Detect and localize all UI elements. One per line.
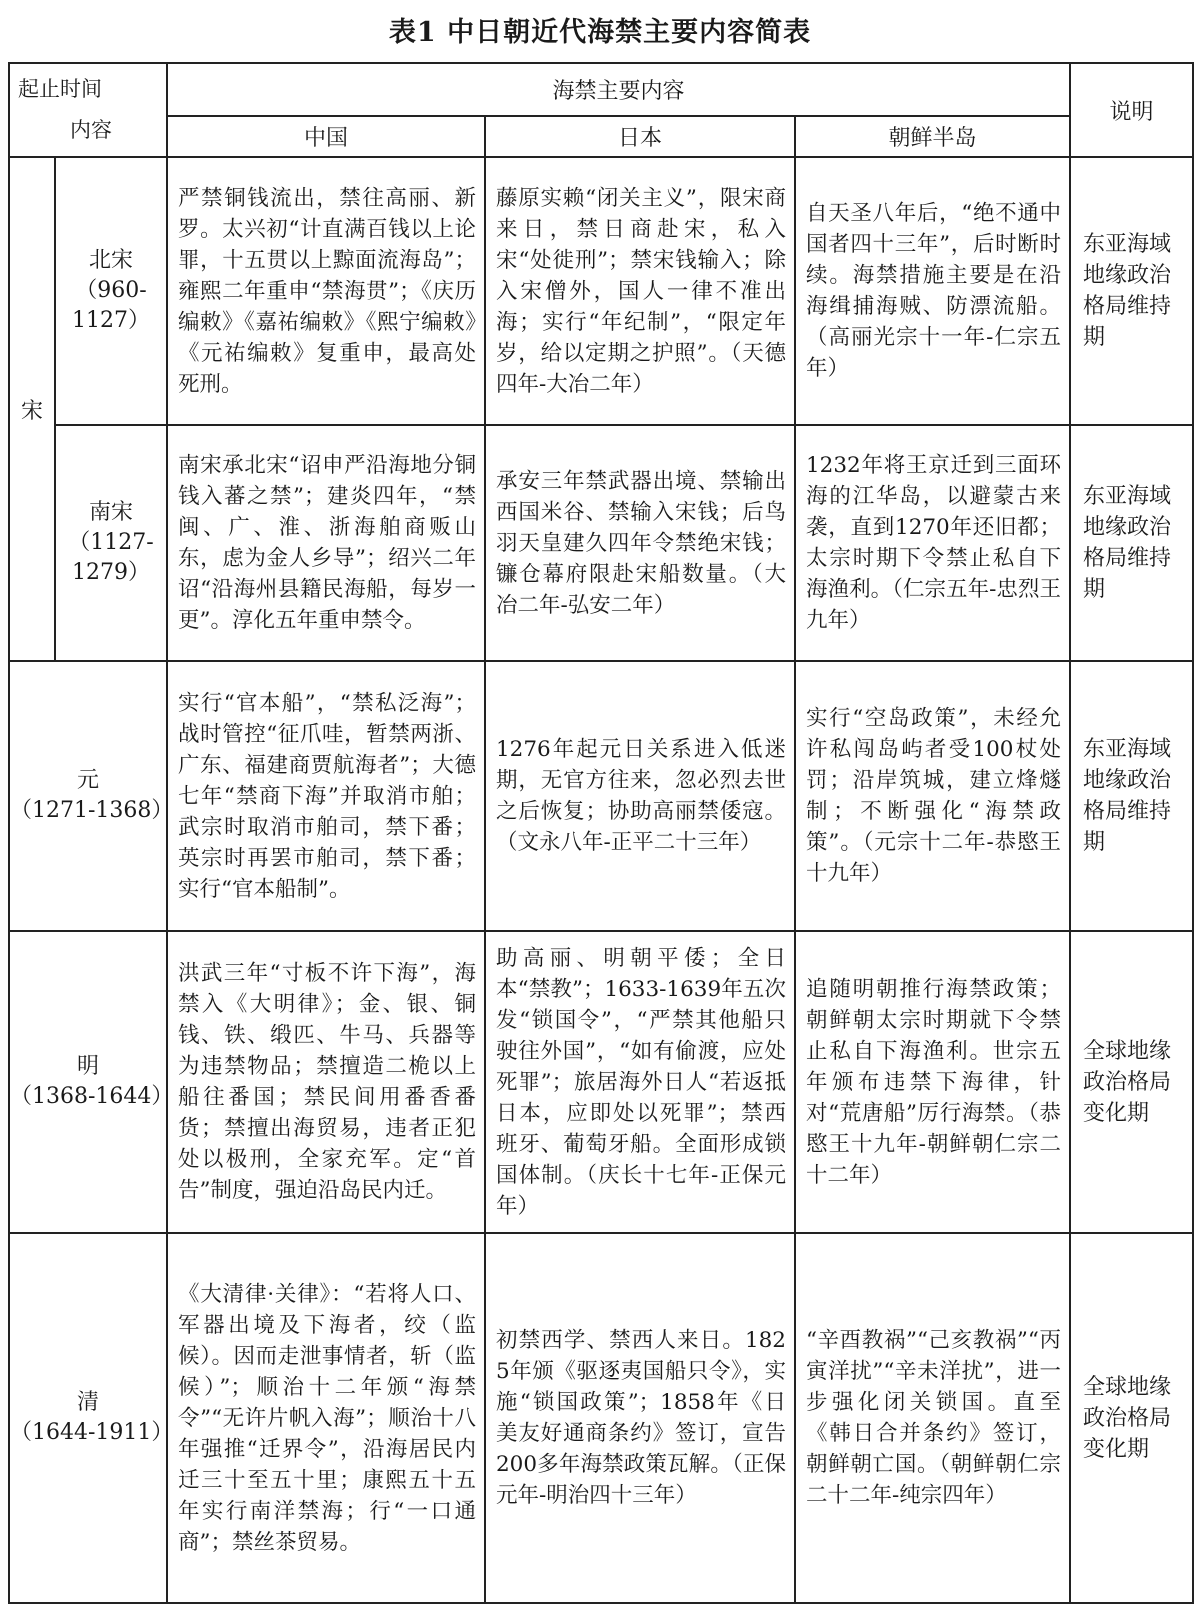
header-korea: 朝鲜半岛 [795,116,1070,157]
korea-content: “辛酉教祸”“己亥教祸”“丙寅洋扰”“辛未洋扰”，进一步强化闭关锁国。直至《韩日合并条约》签订，朝鲜朝亡国。（朝鲜朝仁宗二十二年-纯宗四年） [795,1233,1070,1603]
header-note: 说明 [1070,63,1193,157]
china-content: 严禁铜钱流出，禁往高丽、新罗。太兴初“计直满百钱以上论罪，十五贯以上黥面流海岛”；雍熙二年重申“禁海贯”；《庆历编敕》《嘉祐编敕》《熙宁编敕》《元祐编敕》复重申，最高处死刑。 [167,157,485,425]
china-content: 《大清律·关律》：“若将人口、军器出境及下海者，绞（监候）。因而走泄事情者，斩（监候）”；顺治十二年颁“海禁令”“无许片帆入海”；顺治十八年强推“迁界令”，沿海居民内迁三十至五十里；康熙五十五年实行南洋禁海；行“一口通商”；禁丝茶贸易。 [167,1233,485,1603]
dynasty-song-label: 宋 [9,157,55,661]
korea-content: 自天圣八年后，“绝不通中国者四十三年”，后时断时续。海禁措施主要是在沿海缉捕海贼、防漂流船。（高丽光宗十一年-仁宗五年） [795,157,1070,425]
period-range: （1368-1644） [10,1084,174,1109]
period-cell [55,425,167,661]
period-range: （1271-1368） [10,798,174,823]
sea-ban-table [8,62,1194,1604]
period-range: （1127-1279） [68,530,154,585]
header-china: 中国 [167,116,485,157]
period-range: （1644-1911） [10,1420,174,1445]
table-title: 表1 中日朝近代海禁主要内容简表 [388,17,812,48]
period-name: 元 [76,768,99,793]
period-name: 清 [76,1390,99,1415]
header-main-content: 海禁主要内容 [167,63,1070,116]
header-corner-cell [9,63,167,157]
china-content: 洪武三年“寸板不许下海”，海禁入《大明律》；金、银、铜钱、铁、缎匹、牛马、兵器等为违禁物品；禁擅造二桅以上船往番国；禁民间用番香番货；禁擅出海贸易，违者正犯处以极刑，全家充军。定“首告”制度，强迫沿岛民内迁。 [167,931,485,1233]
table-row [9,931,1193,1233]
header-content: 内容 [70,118,112,142]
korea-content: 追随明朝推行海禁政策；朝鲜朝太宗时期就下令禁止私自下海渔利。世宗五年颁布违禁下海律，针对“荒唐船”厉行海禁。（恭愍王十九年-朝鲜朝仁宗二十二年） [795,931,1070,1233]
table-row [9,425,1193,661]
korea-content: 1232年将王京迁到三面环海的江华岛，以避蒙古来袭，直到1270年还旧都；太宗时期下令禁止私自下海渔利。（仁宗五年-忠烈王九年） [795,425,1070,661]
china-content: 实行“官本船”，“禁私泛海”；战时管控“征爪哇，暂禁两浙、广东、福建商贾航海者”；大德七年“禁商下海”并取消市舶；武宗时取消市舶司，禁下番；英宗时再罢市舶司，禁下番；实行“官本船制”。 [167,661,485,931]
period-name: 明 [76,1054,99,1079]
period-cell [9,1233,174,1603]
period-name: 南宋 [88,500,133,525]
japan-content: 藤原实赖“闭关主义”，限宋商来日，禁日商赴宋，私入宋“处徙刑”；禁宋钱输入；除入宋僧外，国人一律不准出海；实行“年纪制”，“限定年岁，给以定期之护照”。（天德四年-大冶二年） [485,157,795,425]
table-row [9,157,1193,425]
period-range: （960-1127） [72,278,150,333]
note-content: 东亚海域地缘政治格局维持期 [1070,425,1193,661]
japan-content: 1276年起元日关系进入低迷期，无官方往来，忽必烈去世之后恢复；协助高丽禁倭寇。（文永八年-正平二十三年） [485,661,795,931]
header-japan: 日本 [485,116,795,157]
note-content: 全球地缘政治格局变化期 [1070,1233,1193,1603]
period-cell [55,157,167,425]
table-row [9,1233,1193,1603]
japan-content: 初禁西学、禁西人来日。1825年颁《驱逐夷国船只令》，实施“锁国政策”；1858年《日美友好通商条约》签订，宣告200多年海禁政策瓦解。（正保元年-明治四十三年） [485,1233,795,1603]
japan-content: 助高丽、明朝平倭；全日本“禁教”；1633-1639年五次发“锁国令”，“严禁其他船只驶往外国”，“如有偷渡，应处死罪”；旅居海外日人“若返抵日本，应即处以死罪”；禁西班牙、葡萄牙船。全面形成锁国体制。（庆长十七年-正保元年） [485,931,795,1233]
japan-content: 承安三年禁武器出境、禁输出西国米谷、禁输入宋钱；后鸟羽天皇建久四年令禁绝宋钱；镰仓幕府限赴宋船数量。（大冶二年-弘安二年） [485,425,795,661]
note-content: 东亚海域地缘政治格局维持期 [1070,157,1193,425]
note-content: 东亚海域地缘政治格局维持期 [1070,661,1193,931]
period-cell [9,931,174,1233]
period-name: 北宋 [88,248,133,273]
korea-content: 实行“空岛政策”，未经允许私闯岛屿者受100杖处罚；沿岸筑城，建立烽燧制；不断强化“海禁政策”。（元宗十二年-恭愍王十九年） [795,661,1070,931]
note-content: 全球地缘政治格局变化期 [1070,931,1193,1233]
period-cell [9,661,174,931]
header-start-end-time: 起止时间 [18,77,102,101]
china-content: 南宋承北宋“诏申严沿海地分铜钱入蕃之禁”；建炎四年，“禁闽、广、淮、浙海舶商贩山东，虑为金人乡导”；绍兴二年诏“沿海州县籍民海船，每岁一更”。淳化五年重申禁令。 [167,425,485,661]
table-row [9,661,1193,931]
